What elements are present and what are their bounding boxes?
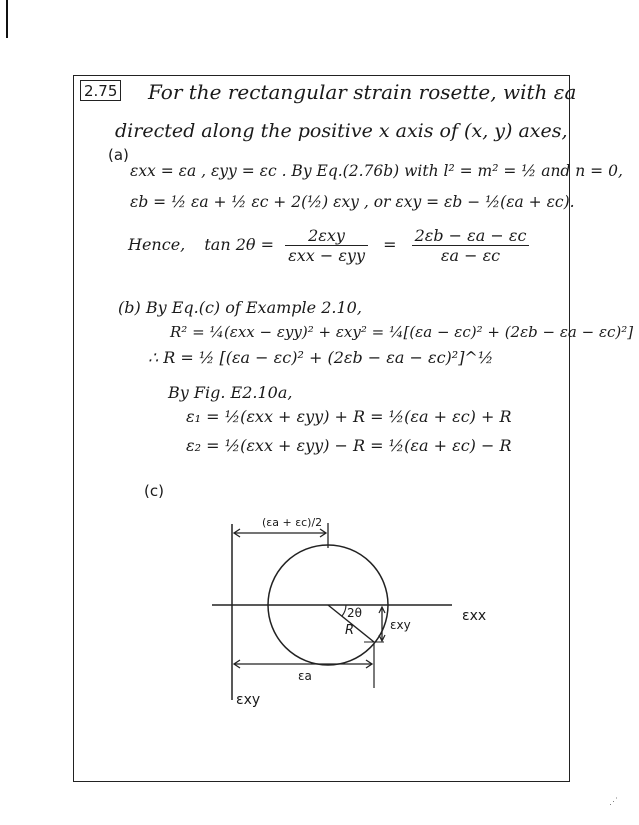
part-a-label: (a) <box>108 146 129 164</box>
top-dimension-label: (εa + εc)/2 <box>262 516 323 529</box>
problem-number: 2.75 <box>80 80 121 101</box>
problem-title-line2: directed along the positive x axis of (x, y) axes, <box>115 120 568 142</box>
part-b-line6: ε₂ = ½(εxx + εyy) − R = ½(εa + εc) − R <box>186 436 512 455</box>
angle-arc <box>342 605 346 616</box>
part-b-line4: By Fig. E2.10a, <box>168 383 293 402</box>
part-c-label: (c) <box>144 482 164 500</box>
y-axis-label: εxy <box>236 692 261 708</box>
radius-label: R <box>345 623 355 638</box>
exx-axis-label: εxx <box>462 608 487 624</box>
angle-label: 2θ <box>347 606 362 620</box>
part-a-line2: εb = ½ εa + ½ εc + 2(½) εxy , or εxy = εb − ½(εa + εc). <box>130 193 575 211</box>
part-b-line3: ∴ R = ½ [(εa − εc)² + (2εb − εa − εc)²]^½ <box>148 348 494 367</box>
part-b-line2: R² = ¼(εxx − εyy)² + εxy² = ¼[(εa − εc)² + (2εb − εa − εc)²] <box>170 323 634 341</box>
bottom-dimension-label: εa <box>298 669 312 683</box>
tan-lhs: tan 2θ = <box>204 235 275 254</box>
fraction-1-numerator: 2εxy <box>285 226 368 246</box>
hence-label: Hence, <box>128 235 186 254</box>
fraction-2-numerator: 2εb − εa − εc <box>412 226 530 246</box>
exy-dimension-label: εxy <box>390 618 411 632</box>
part-b-line5: ε₁ = ½(εxx + εyy) + R = ½(εa + εc) + R <box>186 407 512 426</box>
part-a-line1: εxx = εa , εyy = εc . By Eq.(2.76b) with l² = m² = ½ and n = 0, <box>130 162 623 180</box>
scan-speck: ⋰ <box>609 797 618 807</box>
part-b-line1: (b) By Eq.(c) of Example 2.10, <box>118 298 362 317</box>
fraction-1-denominator: εxx − εyy <box>288 246 365 265</box>
problem-title-line1: For the rectangular strain rosette, with εa <box>148 80 577 104</box>
fraction-2-denominator: εa − εc <box>440 246 501 265</box>
equals-sign: = <box>383 235 397 254</box>
